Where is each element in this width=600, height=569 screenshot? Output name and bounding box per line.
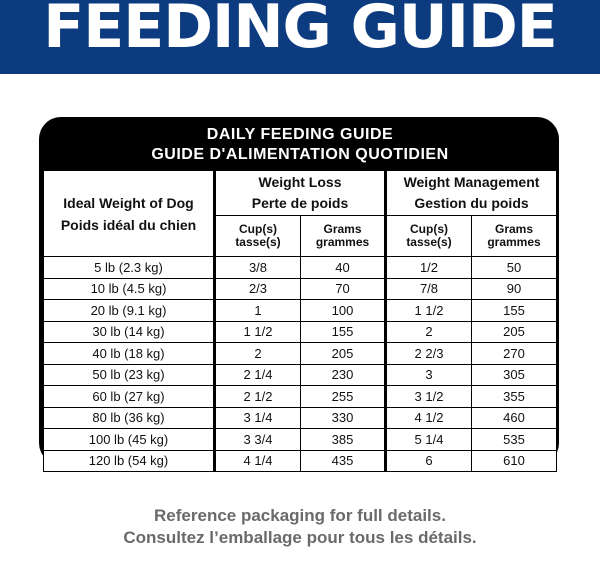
card-title [0,125,600,165]
mgmt-cups-cell: 1 1/2 [386,300,472,322]
weight-cell: 60 lb (27 kg) [44,386,215,408]
loss-grams-cell: 155 [301,321,386,343]
weight-loss-fr: Perte de poids [251,195,349,211]
mgmt-cups-cell: 4 1/2 [386,407,472,429]
grams-label-en: Grams [323,222,362,236]
weight-cell: 30 lb (14 kg) [44,321,215,343]
loss-cups-cell: 4 1/4 [215,450,301,472]
card-title-fr: GUIDE D'ALIMENTATION QUOTIDIEN [151,146,449,163]
loss-grams-cell: 385 [301,429,386,451]
loss-cups-cell: 2 1/4 [215,364,301,386]
mgmt-grams-cell: 305 [472,364,557,386]
weight-management-en: Weight Management [403,174,540,190]
loss-cups-cell: 1 1/2 [215,321,301,343]
mgmt-grams-cell: 155 [472,300,557,322]
weight-loss-en: Weight Loss [258,174,342,190]
weight-header [44,171,215,257]
table-row [44,450,557,472]
weight-cell: 10 lb (4.5 kg) [44,278,215,300]
grams-label-fr: grammes [315,235,370,249]
loss-grams-cell: 330 [301,407,386,429]
table-row [44,364,557,386]
footer-note [0,505,600,549]
mgmt-cups-cell: 5 1/4 [386,429,472,451]
weight-cell: 50 lb (23 kg) [44,364,215,386]
table-row [44,321,557,343]
mgmt-grams-cell: 90 [472,278,557,300]
table-row [44,386,557,408]
weight-management-header [386,171,557,216]
mgmt-grams-cell: 610 [472,450,557,472]
table-row [44,278,557,300]
weight-cell: 100 lb (45 kg) [44,429,215,451]
loss-grams-cell: 100 [301,300,386,322]
loss-grams-header [301,216,386,257]
feeding-table [43,170,557,472]
loss-grams-cell: 205 [301,343,386,365]
weight-management-fr: Gestion du poids [414,195,529,211]
weight-loss-header [215,171,386,216]
loss-grams-cell: 40 [301,257,386,279]
mgmt-cups-header [386,216,472,257]
mgmt-cups-cell: 2 [386,321,472,343]
weight-cell: 80 lb (36 kg) [44,407,215,429]
footer-line-en: Reference packaging for full details. [154,506,446,525]
loss-grams-cell: 435 [301,450,386,472]
mgmt-grams-cell: 50 [472,257,557,279]
mgmt-cups-cell: 1/2 [386,257,472,279]
cups-label-en: Cup(s) [239,222,277,236]
cups-label-fr: tasse(s) [406,235,452,249]
mgmt-cups-cell: 3 1/2 [386,386,472,408]
loss-grams-cell: 255 [301,386,386,408]
mgmt-grams-cell: 535 [472,429,557,451]
grams-label-en: Grams [494,222,534,236]
loss-cups-cell: 3/8 [215,257,301,279]
table-row [44,429,557,451]
loss-cups-cell: 2 1/2 [215,386,301,408]
table-row [44,300,557,322]
page-title: FEEDING GUIDE [43,0,557,62]
loss-cups-cell: 2/3 [215,278,301,300]
table-row [44,407,557,429]
mgmt-grams-cell: 270 [472,343,557,365]
loss-cups-header [215,216,301,257]
loss-cups-cell: 1 [215,300,301,322]
loss-grams-cell: 70 [301,278,386,300]
weight-header-fr: Poids idéal du chien [60,216,197,233]
loss-cups-cell: 3 3/4 [215,429,301,451]
footer-line-fr: Consultez l’emballage pour tous les détails. [123,528,477,547]
loss-cups-cell: 3 1/4 [215,407,301,429]
grams-label-fr: grammes [487,235,541,249]
mgmt-grams-header [472,216,557,257]
mgmt-cups-cell: 7/8 [386,278,472,300]
mgmt-grams-cell: 355 [472,386,557,408]
loss-cups-cell: 2 [215,343,301,365]
mgmt-cups-cell: 3 [386,364,472,386]
table-row [44,343,557,365]
header-banner [0,0,600,74]
mgmt-cups-cell: 2 2/3 [386,343,472,365]
mgmt-grams-cell: 205 [472,321,557,343]
loss-grams-cell: 230 [301,364,386,386]
card-title-en: DAILY FEEDING GUIDE [206,126,394,143]
weight-header-en: Ideal Weight of Dog [63,194,194,211]
cups-label-en: Cup(s) [410,222,448,236]
weight-cell: 20 lb (9.1 kg) [44,300,215,322]
weight-cell: 40 lb (18 kg) [44,343,215,365]
weight-cell: 5 lb (2.3 kg) [44,257,215,279]
table-row [44,257,557,279]
mgmt-grams-cell: 460 [472,407,557,429]
weight-cell: 120 lb (54 kg) [44,450,215,472]
mgmt-cups-cell: 6 [386,450,472,472]
cups-label-fr: tasse(s) [235,235,281,249]
